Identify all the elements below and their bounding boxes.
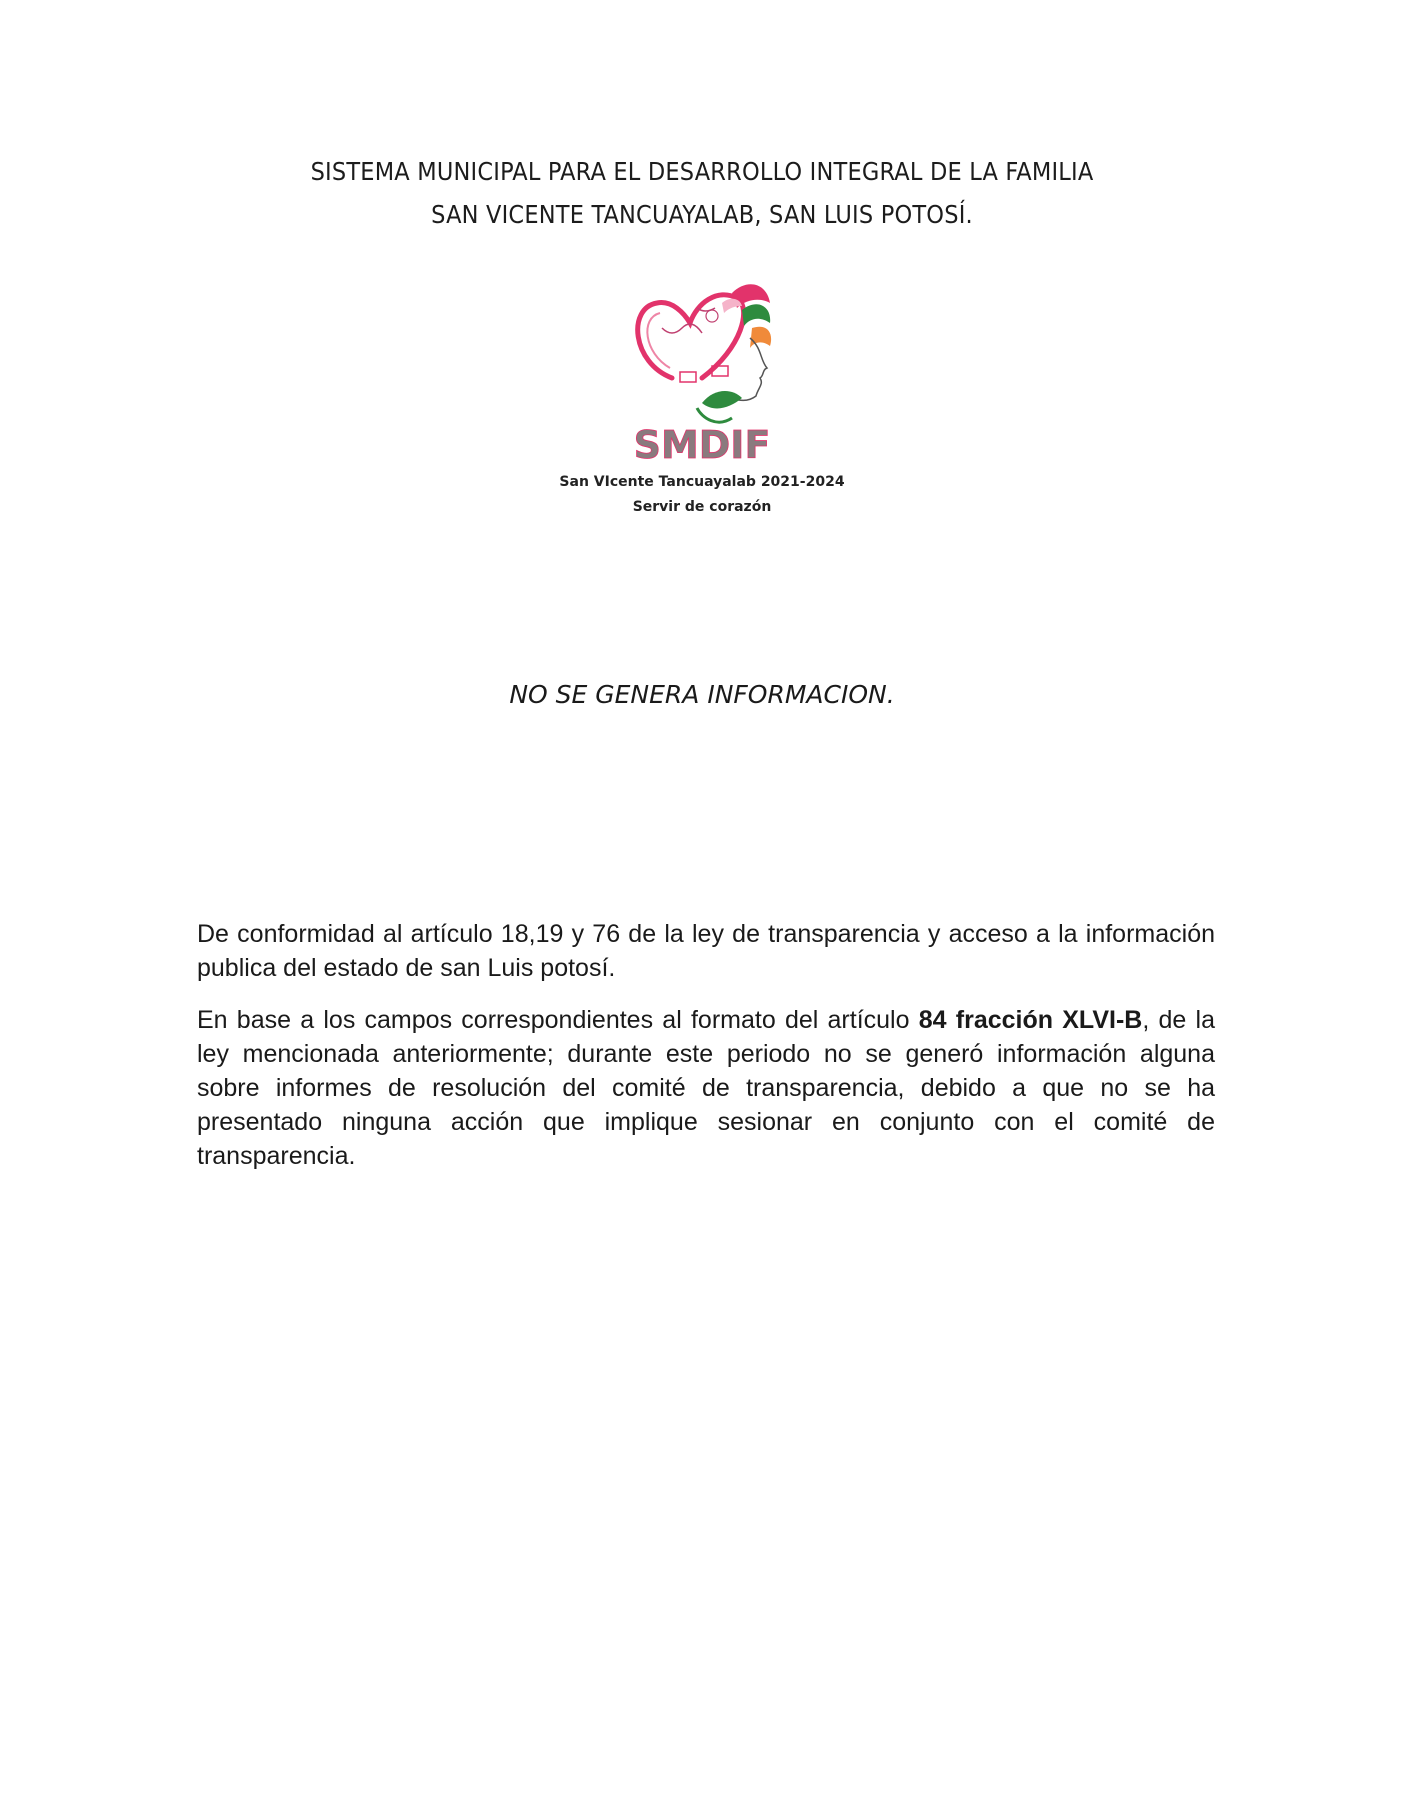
logo-caption-period: San VIcente Tancuayalab 2021-2024	[559, 474, 845, 490]
header-line-1: SISTEMA MUNICIPAL PARA EL DESARROLLO INTEGRAL DE LA FAMILIA	[310, 157, 1094, 186]
no-information-notice: NO SE GENERA INFORMACION.	[509, 680, 895, 709]
header-line-2: SAN VICENTE TANCUAYALAB, SAN LUIS POTOSÍ.	[431, 200, 973, 229]
legal-paragraph-1: De conformidad al artículo 18,19 y 76 de la ley de transparencia y acceso a la información publica del estado de san Luis potosí.	[197, 920, 1215, 982]
heart-face-logo-icon	[602, 268, 802, 468]
legal-paragraph-2	[197, 1003, 1215, 1173]
logo-caption-slogan: Servir de corazón	[632, 499, 772, 515]
paragraph-2-end: , de la ley mencionada anteriormente; durante este periodo no se generó información alguna sobre informes de resolución del comité de transparencia, debido a que no se ha presentado ninguna acción que implique sesionar en conjunto con el comité de transparencia.	[197, 1006, 1215, 1170]
smdif-wordmark: SMDIF	[633, 423, 771, 467]
document-header	[0, 150, 1404, 236]
paragraph-2-start: En base a los campos correspondientes al formato del artículo	[197, 1006, 919, 1034]
logo-caption	[0, 470, 1404, 520]
smdif-logo	[0, 268, 1404, 473]
paragraph-2-article-reference: 84 fracción XLVI-B	[918, 1006, 1143, 1034]
